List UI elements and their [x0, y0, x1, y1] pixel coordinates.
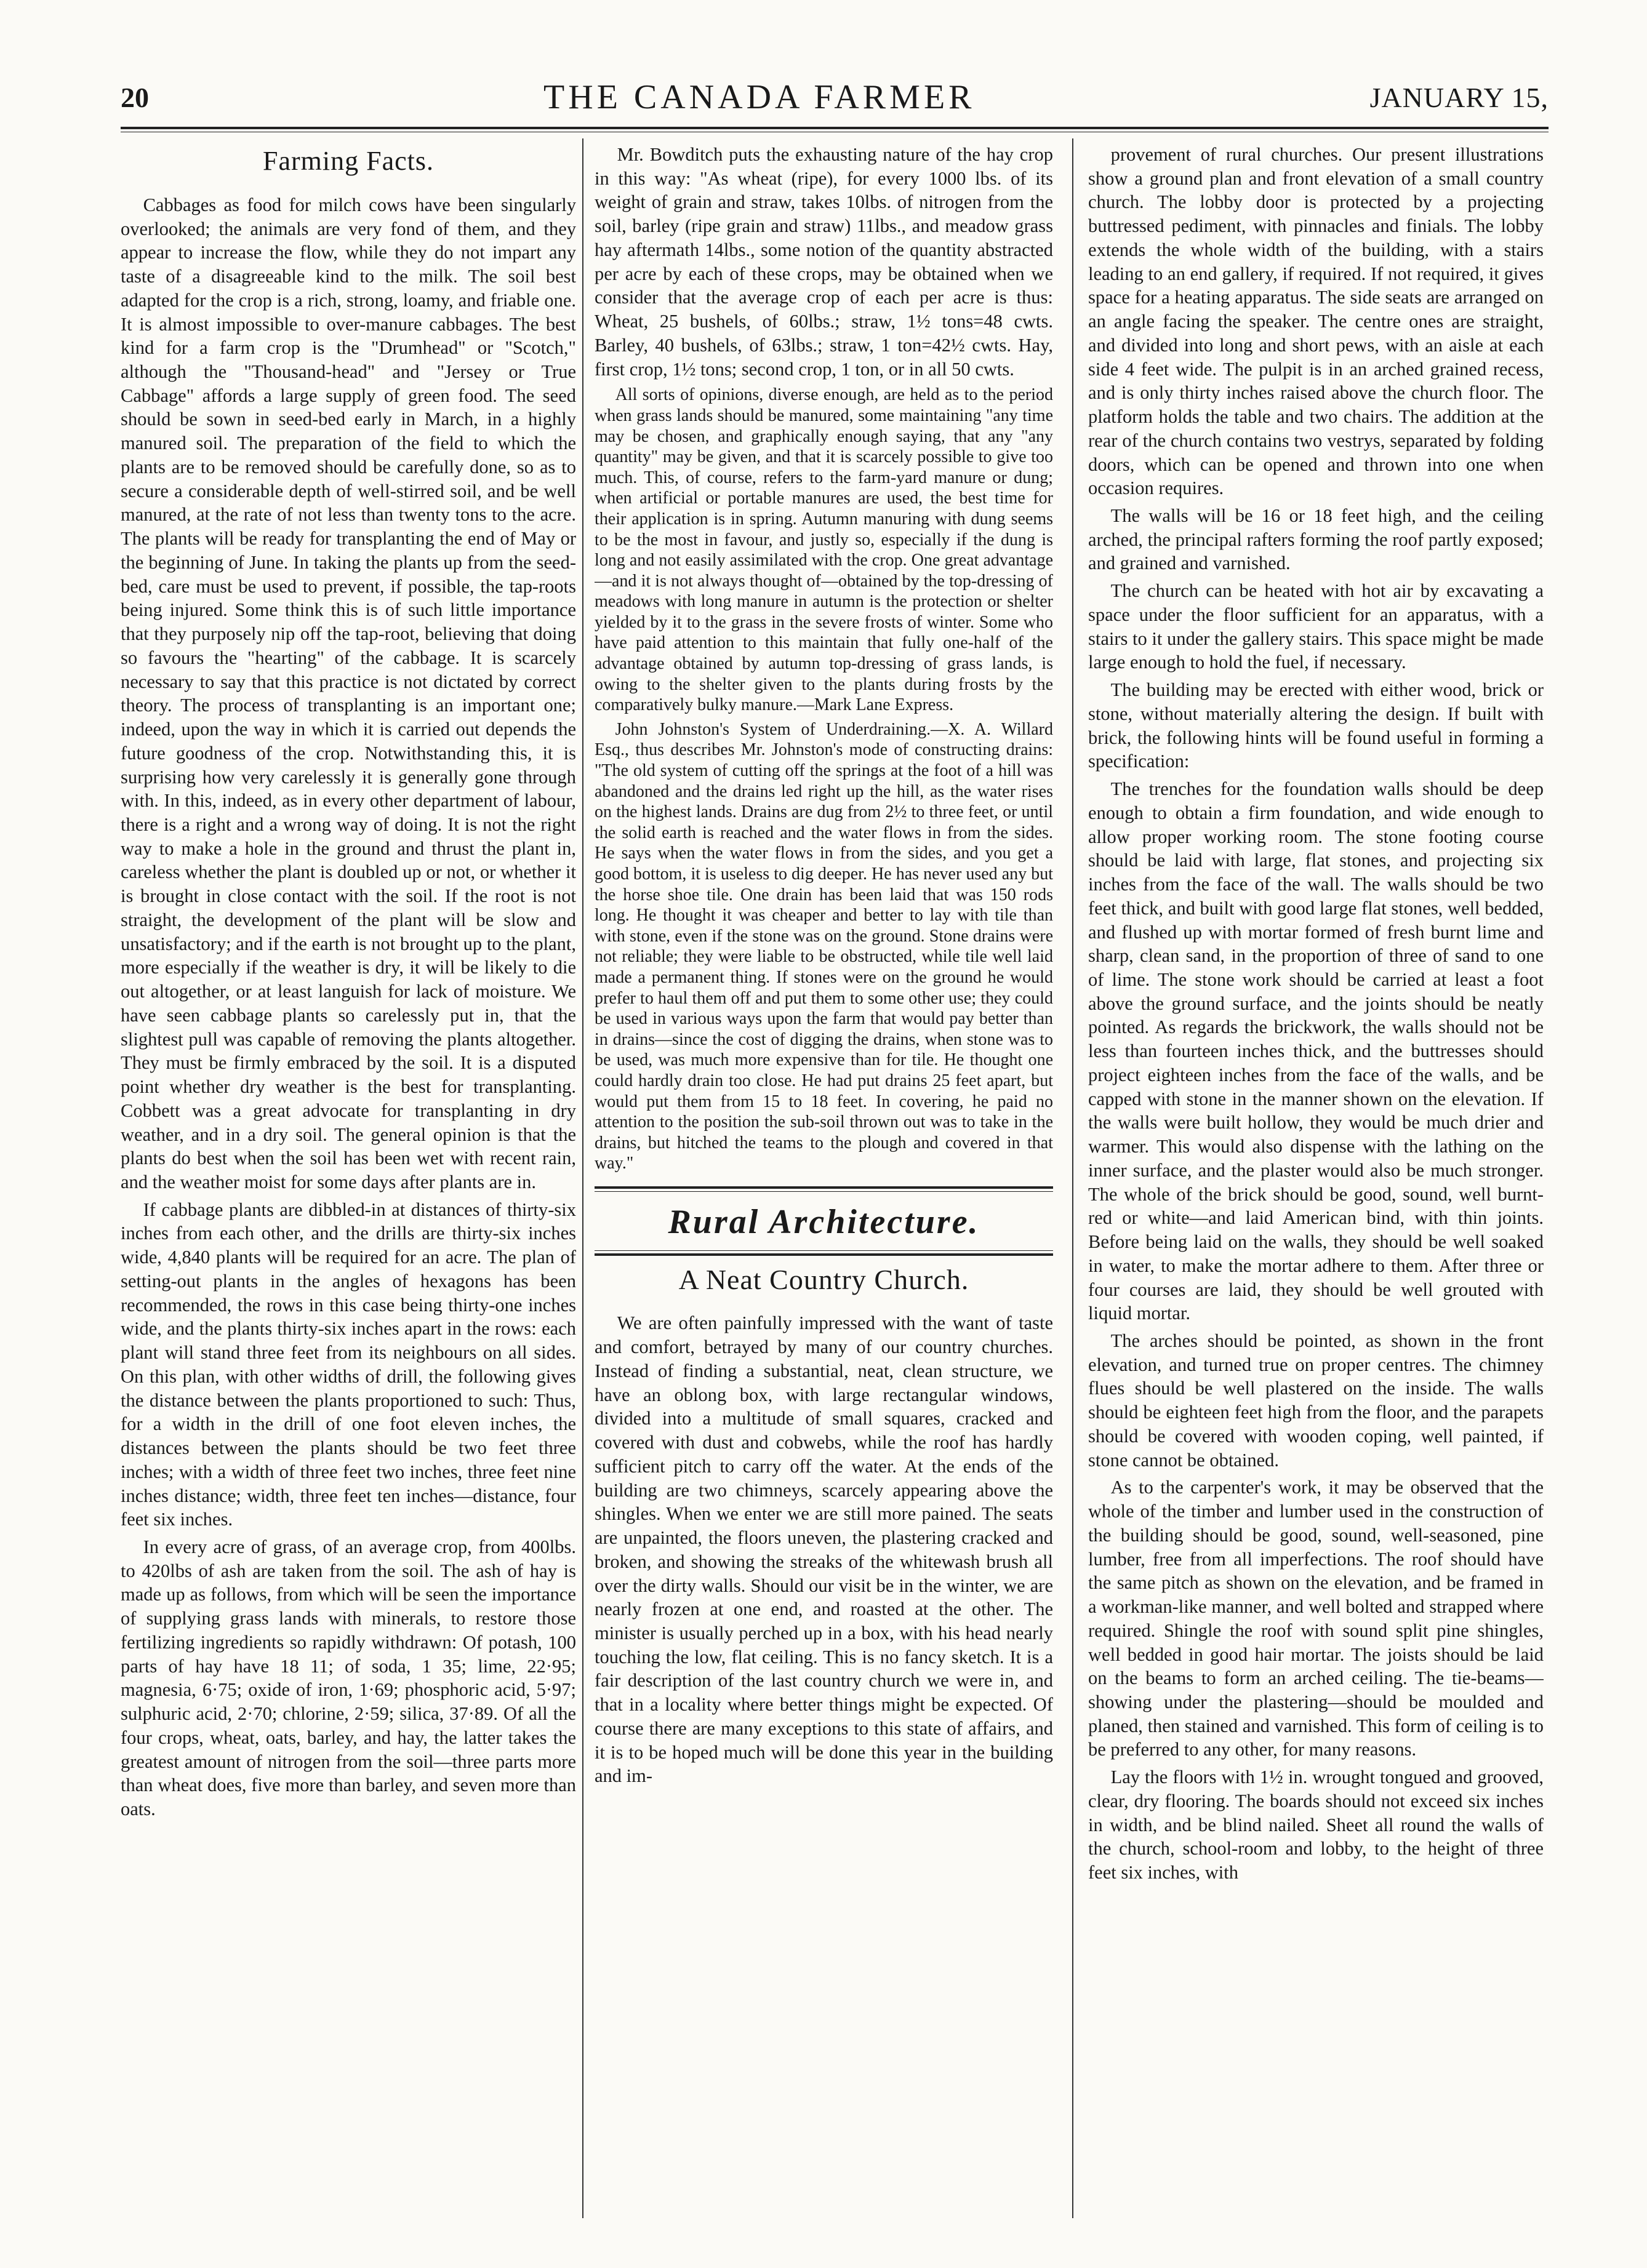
department-rule [595, 1250, 1053, 1256]
column-divider [1072, 138, 1073, 2218]
paragraph: The walls will be 16 or 18 feet high, and the ceiling arched, the principal rafters forming the roof partly exposed; and grained and varnished. [1088, 505, 1544, 574]
paragraph: The church can be heated with hot air by excavating a space under the floor sufficient for an apparatus, with a stairs to it under the gallery stairs. This space might be made large enough to hold the fuel, if necessary. [1088, 580, 1544, 673]
paragraph: Lay the floors with 1½ in. wrought tongued and grooved, clear, dry flooring. The boards should not exceed six inches in width, and be blind nailed. Sheet all round the walls of the church, school-room and lobby, to the height of three feet six inches, with [1088, 1767, 1544, 1883]
column-divider [582, 138, 583, 2218]
paragraph: Mr. Bowditch puts the exhausting nature of the hay crop in this way: "As wheat (ripe), for every 1000 lbs. of its weight of grain and straw, takes 10lbs. of nitrogen from the soil, barley (ripe grain and straw) 11lbs., and meadow grass hay aftermath 14lbs., some notion of the quantity abstracted per acre by each of these crops, may be obtained when we consider that the average crop of each per acre is thus: Wheat, 25 bushels, of 60lbs.; straw, 1½ tons=48 cwts. Barley, 40 bushels, of 63lbs.; straw, 1 ton=42½ cwts. Hay, first crop, 1½ tons; second crop, 1 ton, or in all 50 cwts. [595, 144, 1053, 380]
department-title: Rural Architecture. [668, 1202, 980, 1241]
page-number: 20 [121, 81, 149, 113]
paragraph: In every acre of grass, of an average crop, from 400lbs. to 420lbs of ash are taken from the soil. The ash of hay is made up as follows, from which will be seen the importance of supplying grass lands with minerals, to restore those fertilizing ingredients so rapidly withdrawn: Of potash, 100 parts of hay have 18 11; of soda, 1 35; lime, 22·95; magnesia, 6·75; oxide of iron, 1·69; phosphoric acid, 5·97; sulphuric acid, 2·70; chlorine, 2·59; silica, 37·89. Of all the four crops, wheat, oats, barley, and hay, the latter takes the greatest amount of nitrogen from the soil—three parts more than wheat does, five more than barley, and seven more than oats. [121, 1536, 576, 1820]
header-rule [121, 127, 1549, 132]
drainage-paragraph: John Johnston's System of Underdraining.—X. A. Willard Esq., thus describes Mr. Johnston's mode of constructing drains: "The old system of cutting off the springs at the foot of a hill was abandoned and the drains led right up the hill, as the water rises on the highest lands. Drains are dug from 2½ to three feet, or until the solid earth is reached and the water flows in from the sides. He says when the water flows in from the sides, and you get a good bottom, it is useless to dig deeper. He has never used any but the horse shoe tile. One drain has been laid that was 150 rods long. He thought it was cheaper and better to lay with tile than with stone, even if the stone was on the ground. Stone drains were not reliable; they were liable to be obstructed, while tile well laid made a permanent thing. If stones were on the ground he would prefer to haul them off and put them to some other use; they could be used in various ways upon the farm that would pay better than in drains—since the cost of digging the drains, when stone was to be used, was much more expensive than for tile. He thought one could hardly drain too close. He had put drains 25 feet apart, but would put them from 15 to 18 feet. In covering, he paid no attention to the position the sub-soil thrown out was to take in the drains, but hitched the teams to the plough and covered in that way." [595, 719, 1053, 1173]
issue-date: JANUARY 15, [1369, 81, 1549, 113]
paragraph: If cabbage plants are dibbled-in at distances of thirty-six inches from each other, and the drills are thirty-six inches wide, 4,840 plants will be required for an acre. The plan of setting-out plants in the angles of hexagons has been recommended, the rows in this case being thirty-one inches wide, and the plants thirty-six inches apart in the rows: each plant will stand three feet from its neighbours on all sides. On this plan, with other widths of drill, the following gives the distance between the plants proportioned to such: Thus, for a width in the drill of one foot eleven inches, the distances between the plants should be two feet three inches; with a width of three feet two inches, three feet nine inches distance; width, three feet ten inches—distance, four feet six inches. [121, 1199, 576, 1530]
farming-facts-heading: Farming Facts. [263, 146, 434, 176]
department-rule [595, 1186, 1053, 1192]
paragraph: Cabbages as food for milch cows have been singularly overlooked; the animals are very fond of them, and they appear to increase the flow, while they do not impart any taste of a disagreeable kind to the milk. The soil best adapted for the crop is a rich, strong, loamy, and friable one. It is almost impossible to over-manure cabbages. The best kind for a farm crop is the "Drumhead" or "Scotch," although the "Thousand-head" and "Jersey or True Cabbage" affords a large supply of green food. The seed should be sown in seed-bed early in March, in a highly manured soil. The preparation of the field to which the plants are to be removed should be carefully done, so as to secure a considerable depth of well-stirred soil, and be well manured, at the rate of not less than twenty tons to the acre. The plants will be ready for transplanting the end of May or the beginning of June. In taking the plants up from the seed-bed, care must be used to prevent, if possible, the tap-roots being injured. Some think this is of such little importance that they purposely nip off the tap-root, believing that doing so favours the "hearting" of the cabbage. It is scarcely necessary to say that this practice is not dictated by correct theory. The process of transplanting is an important one; indeed, upon the way in which it is carried out depends the future goodness of the crop. Notwithstanding this, it is surprising how very carelessly it is generally gone through with. In this, indeed, as in every other department of labour, there is a right and a wrong way of doing. It is not the right way to make a hole in the ground and thrust the plant in, careless whether the plant is doubled up or not, or whether it is brought in close contact with the soil. If the root is not straight, the development of the plant will be slow and unsatisfactory; and if the earth is not brought up to the plant, more especially if the weather is dry, it will be likely to die out altogether, or at least languish for lack of moisture. We have seen cabbage plants so carelessly put in, that the slightest pull was capable of removing the plants altogether. They must be firmly embraced by the soil. It is a disputed point whether dry weather is the best for transplanting. Cobbett was a great advocate for transplanting in dry weather, and in a dry soil. The general opinion is that the plants do best when the soil has been wet with recent rain, and the weather moist for some days after plants are in. [121, 194, 576, 1192]
paragraph: provement of rural churches. Our present illustrations show a ground plan and front elevation of a small country church. The lobby door is protected by a projecting buttressed pediment, with pinnacles and finials. The lobby extends the whole width of the building, with a stairs leading to an end gallery, if required. If not required, it gives space for a heating apparatus. The side seats are arranged on an angle facing the speaker. The centre ones are straight, and divided into long and short pews, with an aisle at each side 4 feet wide. The pulpit is in an arched grained recess, and is only thirty inches raised above the church floor. The platform holds the table and two chairs. The addition at the rear of the church contains two vestrys, separated by folding doors, which can be opened and thrown into one when occasion requires. [1088, 144, 1544, 499]
article-title: A Neat Country Church. [678, 1264, 969, 1296]
paragraph: The building may be erected with either wood, brick or stone, without materially altering the design. If built with brick, the following hints will be found useful in forming a specification: [1088, 679, 1544, 772]
paragraph: All sorts of opinions, diverse enough, are held as to the period when grass lands should be manured, some maintaining "any time may be chosen, and graphically enough saying, that any "any quantity" may be given, and that it is scarcely possible to give too much. This, of course, refers to the farm-yard manure or dung; when artificial or portable manures are used, the best time for their application is in spring. Autumn manuring with dung seems to be the most in favour, and justly so, especially if the dung is long and not easily assimilated with the crop. One great advantage—and it is not always thought of—obtained by the top-dressing of meadows with long manure in autumn is the protection or shelter yielded by it to the grass in the severe frosts of winter. Some who have paid attention to this maintain that fully one-half of the advantage obtained by autumn top-dressing of grass lands, is owing to the shelter given to the plants during frosts by the comparatively bulky manure.—Mark Lane Express. [595, 385, 1053, 715]
paragraph: We are often painfully impressed with the want of taste and comfort, betrayed by many of our country churches. Instead of finding a substantial, neat, clean structure, we have an oblong box, with large rectangular windows, divided into a multitude of small squares, cracked and covered with dust and cobwebs, while the roof has hardly sufficient pitch to carry off the water. At the ends of the building are two chimneys, scarcely appearing above the shingles. When we enter we are still more pained. The seats are unpainted, the floors uneven, the plastering cracked and broken, and showing the streaks of the whitewash brush all over the dirty walls. Should our visit be in the winter, we are nearly frozen at one end, and roasted at the other. The minister is usually perched up in a box, with his head nearly touching the low, flat ceiling. This is no fancy sketch. It is a fair description of the last country church we were in, and that in a locality where better things might be expected. Of course there are many exceptions to this state of affairs, and it is to be hoped much will be done this year in the building and im- [595, 1312, 1053, 1787]
column-three [1088, 143, 1544, 2210]
paragraph: The trenches for the foundation walls should be deep enough to obtain a firm foundation, and wide enough to allow proper working room. The stone footing course should be laid with large, flat stones, and projecting six inches from the face of the wall. The walls should be two feet thick, and built with good large flat stones, well bedded, and flushed up with mortar formed of fresh burnt lime and sharp, clean sand, in the proportion of three of sand to one of lime. The stone work should be carried at least a foot above the ground surface, and the joints should be neatly pointed. As regards the brickwork, the walls should not be less than fourteen inches thick, and the buttresses should project eighteen inches from the face of the walls, and be capped with stone in the manner shown on the elevation. If the walls were built hollow, they would be much drier and warmer. This would also dispense with the lathing on the inner surface, and the plaster would also be much stronger. The whole of the brick should be good, sound, well burnt-red or white—and laid American bind, with thin joints. Before being laid on the walls, they should be well soaked in water, to make the mortar adhere to them. After three or four courses are laid, they should be well grouted with liquid mortar. [1088, 778, 1544, 1324]
masthead-title: THE CANADA FARMER [543, 78, 976, 116]
paragraph: The arches should be pointed, as shown in the front elevation, and turned true on proper centres. The chimney flues should be well plastered on the inside. The walls should be eighteen feet high from the floor, and the parapets should be covered with wooden coping, well painted, if stone cannot be obtained. [1088, 1330, 1544, 1471]
page-header [121, 73, 1549, 122]
paragraph: As to the carpenter's work, it may be observed that the whole of the timber and lumber used in the construction of the building should be good, sound, well-seasoned, pine lumber, free from all imperfections. The roof should have the same pitch as shown on the elevation, and be framed in a workman-like manner, and well bolted and strapped where required. Shingle the roof with sound split pine shingles, well bedded in good hair mortar. The joists should be laid on the beams to form an arched ceiling. The tie-beams—showing under the plastering—should be moulded and planed, then stained and varnished. This form of ceiling is to be preferred to any other, for many reasons. [1088, 1477, 1544, 1760]
column-one [121, 143, 576, 2210]
column-two [595, 143, 1053, 2210]
